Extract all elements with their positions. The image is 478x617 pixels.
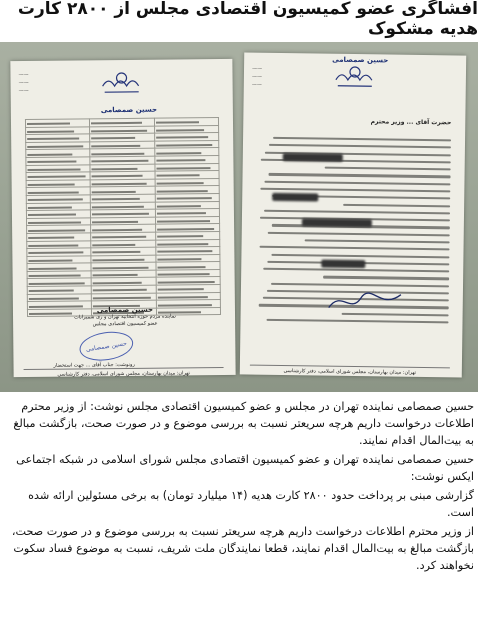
printed-code-line xyxy=(27,145,83,148)
printed-code-line xyxy=(93,259,145,262)
redaction xyxy=(302,218,372,227)
printed-code-line xyxy=(28,199,83,202)
printed-code-line xyxy=(28,252,83,255)
printed-code-line xyxy=(156,152,201,154)
signature-role-1: نماینده مردم حوزه انتخابیه تهران و ری شمیرانات xyxy=(74,313,176,321)
printed-code-line xyxy=(28,184,75,186)
printed-code-line xyxy=(28,237,74,239)
printed-code-line xyxy=(157,220,210,223)
printed-code-line xyxy=(93,251,140,253)
printed-code-line xyxy=(93,266,149,269)
printed-code-line xyxy=(29,275,81,278)
left-name-tag: حسین صمصامی xyxy=(100,105,158,115)
printed-code-line xyxy=(157,289,203,291)
printed-code-line xyxy=(92,191,136,193)
printed-code-line xyxy=(27,130,74,132)
emblem-iran-parliament-icon xyxy=(324,60,387,99)
card-code-table xyxy=(25,117,221,317)
letter-salutation: حضرت آقای ... وزیر محترم xyxy=(370,118,452,127)
letter-text-line xyxy=(263,268,449,273)
printed-code-line xyxy=(92,183,147,186)
printed-code-line xyxy=(156,144,212,147)
letter-text-line xyxy=(266,319,448,324)
printed-code-line xyxy=(92,160,149,163)
left-document xyxy=(10,59,235,377)
printed-code-line xyxy=(157,228,215,231)
letter-text-line xyxy=(264,210,450,215)
printed-code-line xyxy=(92,152,145,155)
printed-code-line xyxy=(156,137,208,140)
printed-code-line xyxy=(28,260,72,262)
printed-code-line xyxy=(157,296,207,299)
printed-code-line xyxy=(157,266,205,269)
printed-code-line xyxy=(28,221,81,224)
letter-text-line xyxy=(267,231,449,236)
letter-text-line xyxy=(269,144,451,149)
letter-text-line xyxy=(323,276,449,280)
printed-code-line xyxy=(27,168,80,171)
printed-code-line xyxy=(27,161,76,164)
headline: افشاگری عضو کمیسیون اقتصادی مجلس از ۲۸۰۰ کارت هدیه مشکوک xyxy=(17,0,478,39)
printed-code-line xyxy=(28,206,72,208)
printed-code-line xyxy=(92,175,142,178)
printed-code-line xyxy=(157,250,212,253)
printed-code-line xyxy=(28,214,76,217)
printed-code-line xyxy=(92,168,138,170)
printed-code-line xyxy=(29,282,85,285)
left-signature-block xyxy=(65,305,185,328)
redaction xyxy=(272,193,318,202)
right-document xyxy=(240,52,466,377)
printed-code-line xyxy=(91,122,142,125)
printed-code-line xyxy=(92,221,137,223)
letter-text-line xyxy=(343,203,450,207)
letter-text-line xyxy=(260,188,450,193)
signature-role-2: عضو کمیسیون اقتصادی مجلس xyxy=(92,320,158,328)
printed-code-line xyxy=(93,274,138,276)
article-paragraph-1: حسین صمصامی نماینده تهران در مجلس و عضو کمیسیون اقتصادی مجلس نوشت: از وزیر محترم اطلاعات درخواست داریم هرچه سریعتر نسبت به بررسی موضوع و در صورت صحت، بازگشت مبالغ به بیت‌المال اقدام نمایند. xyxy=(13,400,474,447)
printed-code-line xyxy=(92,213,148,216)
printed-code-line xyxy=(156,182,203,184)
printed-code-line xyxy=(156,197,212,200)
printed-code-line xyxy=(157,281,214,284)
article-paragraph-2: حسین صمصامی نماینده تهران و عضو کمیسیون اقتصادی مجلس شورای اسلامی در شبکه اجتماعی ایکس نوشت: xyxy=(16,453,474,483)
printed-code-line xyxy=(92,198,140,201)
printed-code-line xyxy=(27,153,72,155)
printed-code-line xyxy=(27,123,70,125)
printed-code-line xyxy=(28,176,86,179)
printed-code-line xyxy=(91,137,135,139)
printed-code-line xyxy=(156,190,208,193)
article-paragraph-4: از وزیر محترم اطلاعات درخواست داریم هرچه سریعتر نسبت به بررسی موضوع و در صورت صحت، بازگشت مبالغ به بیت‌المال اقدام نمایند، قطعا نمایندگان ملت شریف، نسبت به موضوع فساد سکوت نخواهند کرد. xyxy=(11,525,474,572)
signature-name: حسین صمصامی xyxy=(96,305,154,315)
printed-code-line xyxy=(28,191,79,194)
stamp-text: حسین صمصامی xyxy=(85,339,128,353)
printed-code-line xyxy=(29,290,74,292)
letter-text-line xyxy=(271,253,449,258)
printed-code-line xyxy=(28,229,85,232)
printed-code-line xyxy=(92,145,140,148)
copy-note: رونوشت: جناب آقای ... جهت استحضار xyxy=(53,361,135,369)
letter-text-line xyxy=(268,173,450,178)
printed-code-line xyxy=(157,235,204,237)
article-paragraph-3: گزارشی مبنی بر پرداخت حدود ۲۸۰۰ کارت هدیه (۱۴ میلیارد تومان) به برخی مسئولین ارائه شده است. xyxy=(28,489,474,519)
printed-code-line xyxy=(157,205,202,207)
letter-text-line xyxy=(264,180,450,185)
official-stamp xyxy=(78,328,136,364)
printed-code-line xyxy=(156,175,199,177)
printed-code-line xyxy=(93,289,146,292)
emblem-iran-parliament-icon xyxy=(90,66,152,105)
letter-text-line xyxy=(273,137,451,142)
letter-text-line xyxy=(259,246,449,251)
letter-text-line xyxy=(304,239,450,243)
printed-code-line xyxy=(156,159,206,162)
right-footer: تهران: میدان بهارستان، مجلس شورای اسلامی، دفتر کارشناسی xyxy=(250,365,450,377)
letter-text-line xyxy=(325,167,451,171)
redaction xyxy=(321,260,365,269)
printed-code-line xyxy=(156,129,204,132)
printed-code-line xyxy=(92,228,142,231)
printed-code-line xyxy=(93,244,136,246)
printed-code-line xyxy=(157,243,208,246)
printed-code-line xyxy=(93,297,151,300)
document-photo xyxy=(0,42,478,392)
left-footer: تهران: میدان بهارستان، مجلس شورای اسلامی، دفتر کارشناسی xyxy=(24,367,224,378)
printed-code-line xyxy=(93,282,142,285)
handwritten-signature xyxy=(325,286,405,317)
right-ref-lines: —— —— —— xyxy=(251,65,263,88)
left-ref-lines: —— —— —— xyxy=(18,71,29,95)
printed-code-line xyxy=(29,267,77,270)
printed-code-line xyxy=(156,167,210,170)
right-name-tag: حسین صمصامی xyxy=(332,55,389,65)
printed-code-line xyxy=(156,121,200,123)
printed-code-line xyxy=(157,273,210,276)
printed-code-line xyxy=(27,138,79,141)
printed-code-line xyxy=(91,130,146,133)
redaction xyxy=(283,153,343,162)
printed-code-line xyxy=(157,213,206,216)
printed-code-line xyxy=(92,206,144,209)
article-text xyxy=(4,398,474,576)
printed-code-line xyxy=(28,244,78,247)
printed-code-line xyxy=(93,236,147,239)
printed-code-line xyxy=(29,297,79,300)
printed-code-line xyxy=(157,258,201,260)
